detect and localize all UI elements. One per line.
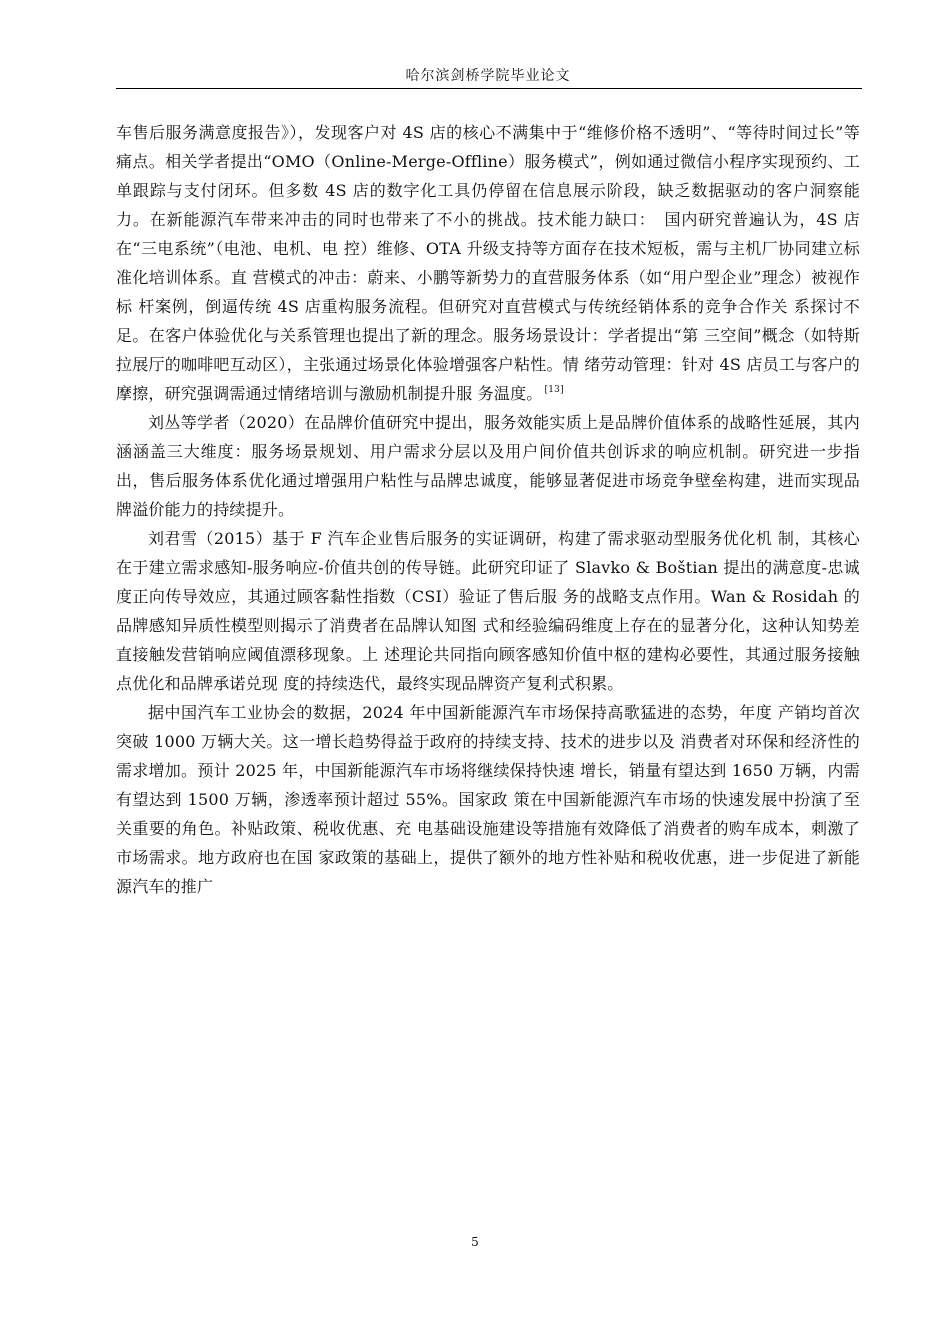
paragraph-3: 刘君雪（2015）基于 F 汽车企业售后服务的实证调研，构建了需求驱动型服务优化机 制，其核心在于建立需求感知-服务响应-价值共创的传导链。此研究印证了 Slavko & Boštian 提出的满意度-忠诚度正向传导效应，其通过顾客黏性指数（CSI）验证了售后服 务的战略支点作用。Wan & Rosidah 的品牌感知异质性模型则揭示了消费者在品牌认知图 式和经验编码维度上存在的显著分化，这种认知势差直接触发营销响应阈值漂移现象。上 述理论共同指向顾客感知价值中枢的建构必要性，其通过服务接触点优化和品牌承诺兑现 度的持续迭代，最终实现品牌资产复利式积累。 (116, 529, 860, 693)
paragraph-1-text: 车售后服务满意度报告》），发现客户对 4S 店的核心不满集中于“维修价格不透明”、“等待时间过长”等痛点。相关学者提出“OMO（Online-Merge-Offline）服务模式”，例如通过微信小程序实现预约、工单跟踪与支付闭环。但多数 4S 店的数字化工具仍停留在信息展示阶段，缺乏数据驱动的客户洞察能力。在新能源汽车带来冲击的同时也带来了不小的挑战。技术能力缺口： 国内研究普遍认为，4S 店在“三电系统”（电池、电机、电 控）维修、OTA 升级支持等方面存在技术短板，需与主机厂协同建立标准化培训体系。直 营模式的冲击：蔚来、小鹏等新势力的直营服务体系（如“用户型企业”理念）被视作标 杆案例，倒逼传统 4S 店重构服务流程。但研究对直营模式与传统经销体系的竞争合作关 系探讨不足。在客户体验优化与关系管理也提出了新的理念。服务场景设计：学者提出“第 三空间”概念（如特斯拉展厅的咖啡吧互动区），主张通过场景化体验增强客户粘性。情 绪劳动管理：针对 4S 店员工与客户的摩擦，研究强调需通过情绪培训与激励机制提升服 务温度。 (116, 123, 860, 403)
paragraph-1 (116, 118, 860, 408)
body-text (116, 118, 860, 901)
running-header: 哈尔滨剑桥学院毕业论文 (405, 68, 571, 84)
header-rule (116, 88, 862, 89)
paragraph-4: 据中国汽车工业协会的数据，2024 年中国新能源汽车市场保持高歌猛进的态势，年度 产销均首次突破 1000 万辆大关。这一增长趋势得益于政府的持续支持、技术的进步以及 消费者对环保和经济性的需求增加。预计 2025 年，中国新能源汽车市场将继续保持快速 增长，销量有望达到 1650 万辆，内需有望达到 1500 万辆，渗透率预计超过 55%。国家政 策在中国新能源汽车市场的快速发展中扮演了至关重要的角色。补贴政策、税收优惠、充 电基础设施建设等措施有效降低了消费者的购车成本，刺激了市场需求。地方政府也在国 家政策的基础上，提供了额外的地方性补贴和税收优惠，进一步促进了新能源汽车的推广 (116, 703, 860, 896)
page-number: 5 (471, 1235, 479, 1249)
citation-ref: [13] (544, 385, 564, 395)
paragraph-2: 刘丛等学者（2020）在品牌价值研究中提出，服务效能实质上是品牌价值体系的战略性延展，其内涵涵盖三大维度：服务场景规划、用户需求分层以及用户间价值共创诉求的响应机制。研究进一步指出，售后服务体系优化通过增强用户粘性与品牌忠诚度，能够显著促进市场竞争壁垒构建，进而实现品牌溢价能力的持续提升。 (116, 413, 860, 519)
